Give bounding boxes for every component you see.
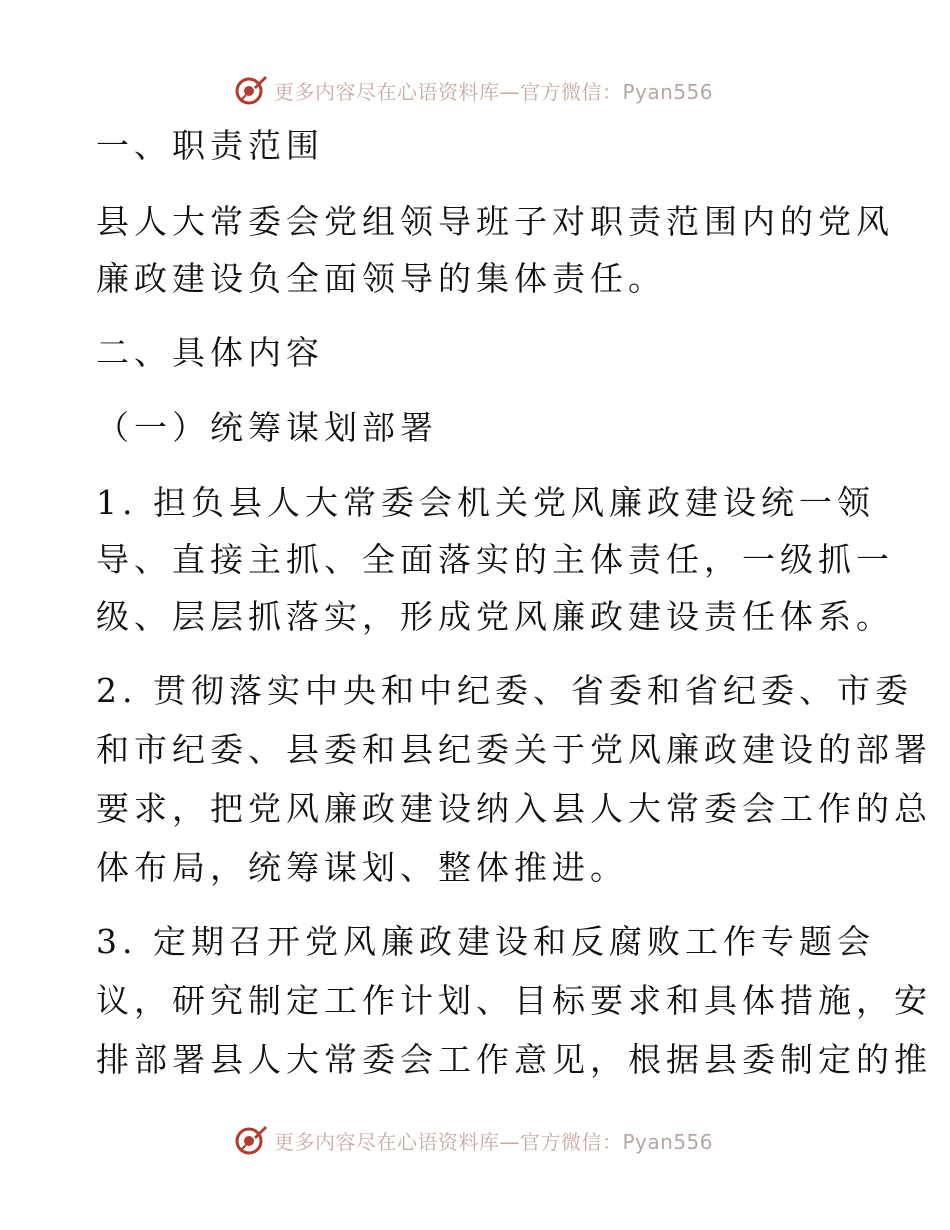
paragraph-line: 排部署县人大常委会工作意见，根据县委制定的推: [96, 1040, 932, 1079]
paragraph-line: 县人大常委会党组领导班子对职责范围内的党风: [96, 202, 894, 241]
paragraph-line: 和市纪委、县委和县纪委关于党风廉政建设的部署: [96, 730, 932, 769]
paragraph-line: 2. 贯彻落实中央和中纪委、省委和省纪委、市委: [96, 671, 913, 710]
wechat-id: Pyan556: [622, 1129, 714, 1154]
paragraph-line: 廉政建设负全面领导的集体责任。: [96, 259, 666, 298]
section-heading-1: 一、职责范围: [96, 126, 324, 165]
paragraph-line: 体布局，统筹谋划、整体推进。: [96, 848, 628, 887]
paragraph-line: 议，研究制定工作计划、目标要求和具体措施，安: [96, 981, 932, 1020]
subsection-heading: （一）统筹谋划部署: [96, 408, 438, 447]
quill-logo-icon: [234, 73, 268, 107]
header-watermark: [234, 72, 713, 108]
paragraph-line: 要求，把党风廉政建设纳入县人大常委会工作的总: [96, 789, 932, 828]
paragraph-line: 导、直接主抓、全面落实的主体责任，一级抓一: [96, 540, 894, 579]
paragraph-line: 3. 定期召开党风廉政建设和反腐败工作专题会: [96, 922, 875, 961]
footer-watermark: [234, 1122, 713, 1158]
section-heading-2: 二、具体内容: [96, 333, 324, 372]
quill-logo-icon: [234, 1123, 268, 1157]
watermark-text: 更多内容尽在心语资料库—官方微信：: [274, 79, 623, 104]
wechat-id: Pyan556: [622, 79, 714, 104]
paragraph-line: 1. 担负县人大常委会机关党风廉政建设统一领: [96, 483, 875, 522]
paragraph-line: 级、层层抓落实，形成党风廉政建设责任体系。: [96, 597, 894, 636]
watermark-text: 更多内容尽在心语资料库—官方微信：: [274, 1129, 623, 1154]
